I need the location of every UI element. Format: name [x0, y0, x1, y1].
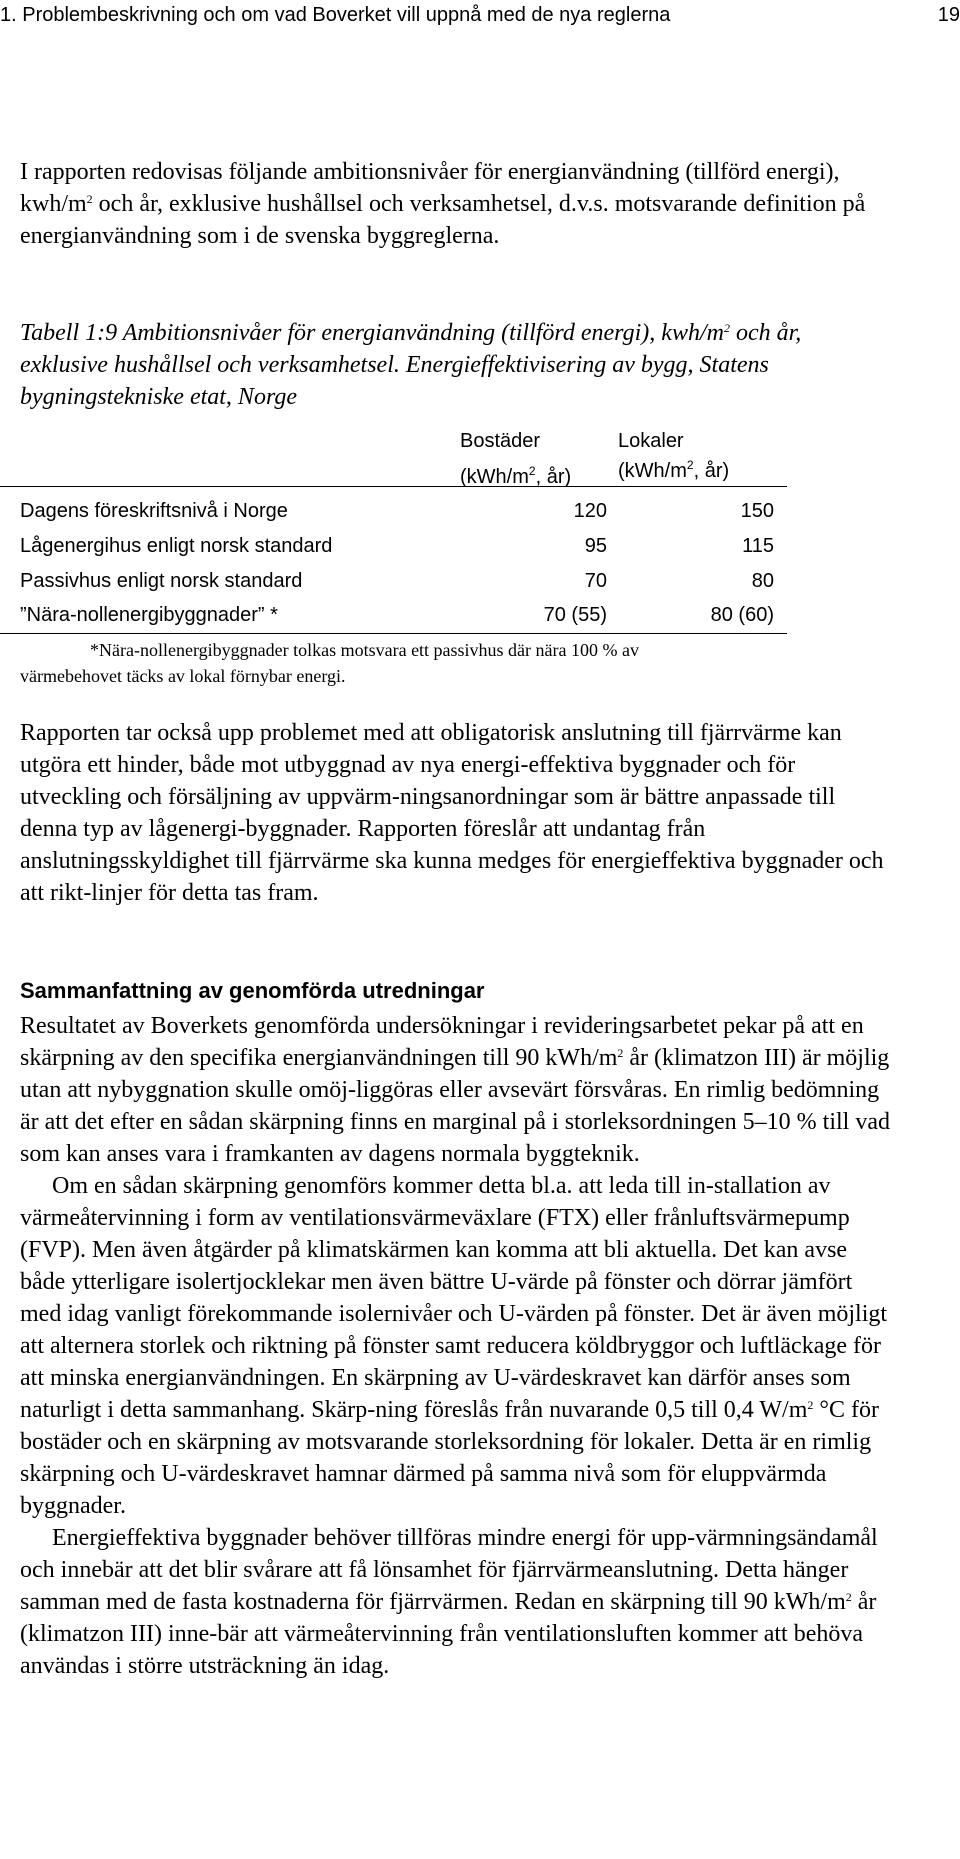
body-paragraph: Rapporten tar också upp problemet med att obligatorisk anslutning till fjärrvärme kan utgöra ett hinder, både mot utbyggnad av nya energi-effektiva byggnader och för utveckling och försäljning av uppvärm-ningsanordningar som är bättre anpassade till denna typ av lågenergi-byggnader. Rapporten föreslår att undantag från anslutningsskyldighet till fjärrvärme ska kunna medges för energieffektiva byggnader och att rikt-linjer för detta tas fram.: [20, 720, 884, 906]
paragraph-text: år (klimatzon III) inne-bär att värmeåtervinning från ventilationsluften kommer att behöva användas i större utsträckning än idag.: [20, 1589, 877, 1679]
row-label: Passivhus enligt norsk standard: [20, 570, 303, 592]
column-name: Lokaler: [618, 430, 684, 452]
paragraph-text: °C för bostäder och en skärpning av motsvarande storleksordning för lokaler. Detta är en rimlig skärpning och U-värdeskravet hamnar därmed på samma nivå som för eluppvärmda byggnader.: [20, 1397, 879, 1519]
table-caption: [20, 317, 890, 413]
row-value-bostader: 70 (55): [543, 604, 607, 626]
body-paragraph: [20, 1170, 890, 1522]
row-label: ”Nära-nollenergibyggnader” *: [20, 604, 278, 626]
superscript: 2: [528, 464, 536, 478]
superscript: 2: [686, 458, 694, 472]
footnote-line: *Nära-nollenergibyggnader tolkas motsvara ett passivhus där nära 100 % av: [90, 640, 639, 660]
row-label: Dagens föreskriftsnivå i Norge: [20, 500, 288, 522]
table-row: [20, 531, 780, 561]
table-top-rule: [0, 486, 787, 487]
table-row: [20, 600, 780, 630]
row-value-bostader: 120: [573, 500, 607, 522]
column-name: Bostäder: [460, 430, 541, 452]
superscript: 2: [807, 1398, 814, 1412]
superscript: 2: [845, 1590, 852, 1604]
caption-text-2: och år, exklusive hushållsel och verksamhetsel. Energieffektivisering av bygg, Statens bygningstekniske etat, Norge: [20, 320, 802, 410]
unit-text: (kWh/m: [618, 460, 687, 482]
intro-paragraph: [20, 156, 890, 252]
intro-text-2: och år, exklusive hushållsel och verksamhetsel, d.v.s. motsvarande definition på energianvändning som i de svenska byggreglerna.: [20, 191, 866, 249]
row-value-bostader: 95: [584, 535, 607, 557]
table-row: [20, 496, 780, 526]
row-value-lokaler: 80: [751, 570, 774, 592]
body-paragraph: [20, 1522, 890, 1682]
superscript: 2: [617, 1046, 624, 1060]
paragraph-text: Energieffektiva byggnader behöver tillföras mindre energi för upp-värmningsändamål och innebär att det blir svårare att få lönsamhet för fjärrvärmeanslutning. Detta hänger samman med de fasta kostnaderna för fjärrvärmen. Redan en skärpning till 90 kWh/m: [20, 1525, 878, 1615]
body-paragraph: [20, 1010, 890, 1170]
table-row: [20, 566, 780, 596]
row-value-lokaler: 150: [740, 500, 774, 522]
unit-text: , år): [693, 460, 730, 482]
row-value-lokaler: 80 (60): [710, 604, 774, 626]
footnote-line: värmebehovet täcks av lokal förnybar energi.: [20, 666, 346, 686]
paragraph-text: Om en sådan skärpning genomförs kommer detta bl.a. att leda till in-stallation av värmeåtervinning i form av ventilationsvärmeväxlare (FTX) eller frånluftsvärmepump (FVP). Men även åtgärder på klimatskärmen kan komma att bli aktuella. Det kan avse både ytterligare isolertjocklekar men även bättre U-värde på fönster och dörrar jämfört med idag vanligt förekommande isolernivåer och U-värden på fönster. Det är även möjligt att alternera storlek och riktning på fönster samt reducera köldbryggor och luftläckage för att minska energianvändningen. En skärpning av U-värdeskravet kan därför anses som naturligt i detta sammanhang. Skärp-ning föreslås från nuvarande 0,5 till 0,4 W/m: [20, 1173, 888, 1423]
superscript: 2: [86, 192, 93, 206]
page-header: [0, 4, 960, 38]
table-footnote: [20, 637, 780, 689]
column-unit: [618, 457, 729, 485]
column-header-bostader: [460, 427, 571, 491]
caption-text-1: Tabell 1:9 Ambitionsnivåer för energianvändning (tillförd energi), kwh/m: [20, 320, 724, 346]
column-header-lokaler: [618, 427, 729, 485]
paragraph-text: Resultatet av Boverkets genomförda undersökningar i revideringsarbetet pekar på att en skärpning av den specifika energianvändningen till 90 kWh/m: [20, 1013, 864, 1071]
unit-text: , år): [535, 466, 572, 488]
section-heading: Sammanfattning av genomförda utredningar: [20, 978, 485, 1003]
paragraph-text: år (klimatzon III) är möjlig utan att nybyggnation skulle omöj-liggöras eller avsevärt försvåras. En rimlig bedömning är att det efter en sådan skärpning finns en marginal på i storleksordningen 5–10 % till vad som kan anses vara i framkanten av dagens normala byggteknik.: [20, 1045, 890, 1167]
running-title: 1. Problembeskrivning och om vad Boverket vill uppnå med de nya reglerna: [0, 4, 671, 26]
row-value-lokaler: 115: [742, 535, 774, 557]
intro-text-1: I rapporten redovisas följande ambitionsnivåer för energianvändning (tillförd energi), kwh/m: [20, 159, 840, 217]
page-number: 19: [937, 4, 960, 26]
section-body: [20, 1010, 890, 1682]
row-label: Lågenergihus enligt norsk standard: [20, 535, 333, 557]
table-bottom-rule: [0, 633, 787, 634]
superscript: 2: [723, 321, 730, 335]
row-value-bostader: 70: [584, 570, 607, 592]
unit-text: (kWh/m: [460, 466, 529, 488]
